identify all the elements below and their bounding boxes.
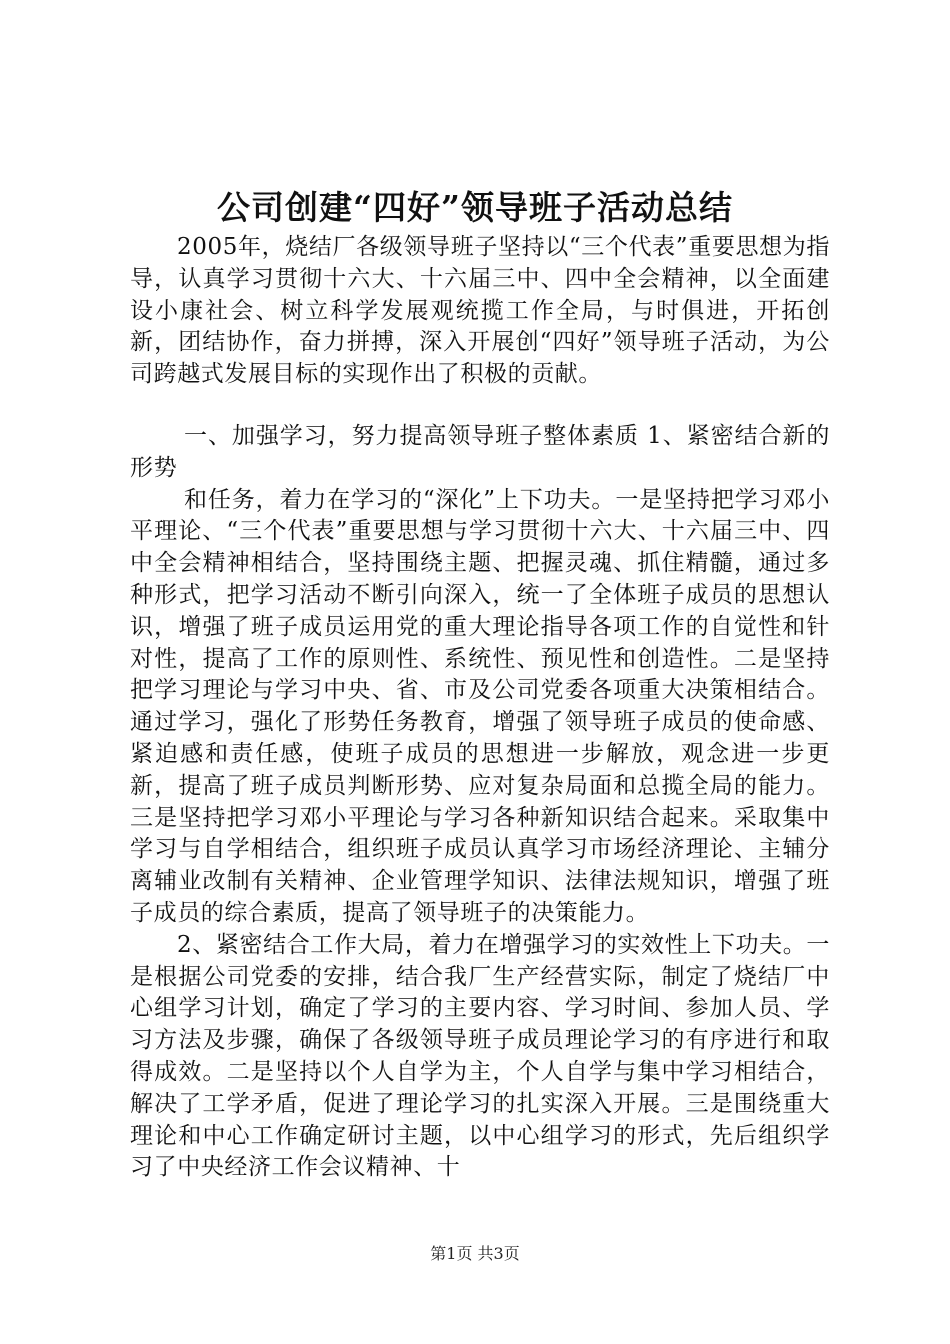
paragraph-study-effectiveness: 2、紧密结合工作大局，着力在增强学习的实效性上下功夫。一是根据公司党委的安排，结合我厂生产经营实际，制定了烧结厂中心组学习计划，确定了学习的主要内容、学习时间、参加人员、学习方法及步骤，确保了各级领导班子成员理论学习的有序进行和取得成效。二是坚持以个人自学为主，个人自学与集中学习相结合，解决了工学矛盾，促进了理论学习的扎实深入开展。三是围绕重大理论和中心工作确定研讨主题，以中心组学习的形式，先后组织学习了中央经济工作会议精神、十	[130, 931, 830, 1181]
document-title: 公司创建“四好”领导班子活动总结	[217, 188, 733, 227]
section-heading-1: 一、加强学习，努力提高领导班子整体素质 1、紧密结合新的形势	[130, 422, 830, 481]
document-body	[130, 232, 830, 1184]
page-footer: 第1页 共3页	[430, 1244, 520, 1263]
paragraph-study-deepening: 和任务，着力在学习的“深化”上下功夫。一是坚持把学习邓小平理论、“三个代表”重要思想与学习贯彻十六大、十六届三中、四中全会精神相结合，坚持围绕主题、把握灵魂、抓住精髓，通过多种形式，把学习活动不断引向深入，统一了全体班子成员的思想认识，增强了班子成员运用党的重大理论指导各项工作的自觉性和针对性，提高了工作的原则性、系统性、预见性和创造性。二是坚持把学习理论与学习中央、省、市及公司党委各项重大决策相结合。通过学习，强化了形势任务教育，增强了领导班子成员的使命感、紧迫感和责任感，使班子成员的思想进一步解放，观念进一步更新，提高了班子成员判断形势、应对复杂局面和总揽全局的能力。三是坚持把学习邓小平理论与学习各种新知识结合起来。采取集中学习与自学相结合，组织班子成员认真学习市场经济理论、主辅分离辅业改制有关精神、企业管理学知识、法律法规知识，增强了班子成员的综合素质，提高了领导班子的决策能力。	[130, 486, 830, 926]
paragraph-intro: 2005年，烧结厂各级领导班子坚持以“三个代表”重要思想为指导，认真学习贯彻十六大、十六届三中、四中全会精神，以全面建设小康社会、树立科学发展观统揽工作全局，与时俱进，开拓创新，团结协作，奋力拼搏，深入开展创“四好”领导班子活动，为公司跨越式发展目标的实现作出了积极的贡献。	[130, 234, 830, 388]
paragraph-gap	[130, 391, 830, 421]
